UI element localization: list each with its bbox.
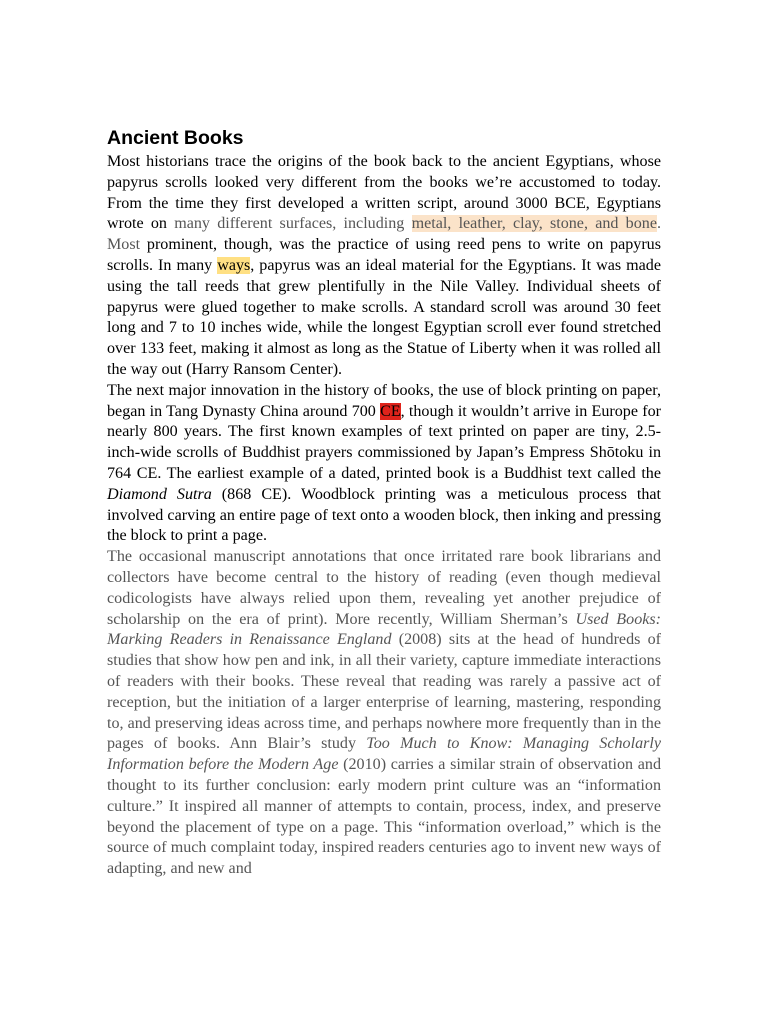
text-run: The next major innovation in the history of books, the use of block printing on paper, began in Tang Dynasty China around 700: [107, 381, 661, 420]
book-title: Diamond Sutra: [107, 485, 212, 503]
highlighted-word: CE: [380, 402, 401, 420]
grey-text-run: many different surfaces, including: [174, 215, 412, 233]
page-title: Ancient Books: [107, 127, 244, 149]
book-title: Too Much to Know: Managing Scholarly Information before the Modern Age: [107, 735, 661, 774]
document-page: [107, 126, 661, 880]
text-run: , papyrus was an ideal material for the Egyptians. It was made using the tall reeds that grew plentifully in the Nile Valley. Individual sheets of papyrus were glued together to make scrolls. A standard scroll was around 30 feet long and 7 to 10 inches wide, while the longest Egyptian scroll ever found stretched over 133 feet, making it almost as long as the Statue of Liberty when it was rolled all the way out (Harry Ransom Center).: [107, 256, 661, 378]
text-run: (2010) carries a similar strain of observation and thought to its further conclusion: early modern print culture was an “information culture.” It inspired all manner of attempts to contain, process, index, and preserve beyond the placement of type on a page. This “information overload,” which is the source of much complaint today, inspired readers centuries ago to invent new ways of adapting, and new and: [107, 756, 661, 878]
paragraph-ancient-egypt: [107, 152, 661, 381]
highlighted-text-run: metal, leather, clay, stone, and bone: [411, 215, 657, 233]
paragraph-block-printing: [107, 381, 661, 547]
book-title: Used Books: Marking Readers in Renaissance England: [107, 610, 662, 649]
highlighted-word: ways: [217, 256, 251, 274]
text-run: Most historians trace the origins of the book back to the ancient Egyptians, whose papyrus scrolls looked very different from the books we’re accustomed to today. From the time they first developed a written script, around 3000 BCE, Egyptians wrote on: [107, 153, 661, 233]
paragraph-annotations: [107, 547, 661, 880]
text-run: (868 CE). Woodblock printing was a meticulous process that involved carving an entire page of text onto a wooden block, then inking and pressing the block to print a page.: [107, 485, 661, 545]
text-run: (2008) sits at the head of hundreds of studies that show how pen and ink, in all their variety, capture immediate interactions of readers with their books. These reveal that reading was rarely a passive act of reception, but the initiation of a larger enterprise of learning, mastering, responding to, and preserving ideas across time, and perhaps nowhere more frequently than in the pages of books. Ann Blair’s study: [107, 631, 661, 753]
text-run: The occasional manuscript annotations that once irritated rare book librarians and collectors have become central to the history of reading (even though medieval codicologists have always relied upon them, revealing yet another prejudice of scholarship on the era of print). More recently, William Sherman’s: [107, 548, 661, 628]
text-run: , though it wouldn’t arrive in Europe for nearly 800 years. The first known examples of text printed on paper are tiny, 2.5-inch-wide scrolls of Buddhist prayers commissioned by Japan’s Empress Shōtoku in 764 CE. The earliest example of a dated, printed book is a Buddhist text called the: [107, 402, 661, 482]
text-run: prominent, though, was the practice of using reed pens to write on papyrus scrolls. In many: [107, 236, 661, 274]
grey-text-run: . Most: [107, 215, 661, 254]
